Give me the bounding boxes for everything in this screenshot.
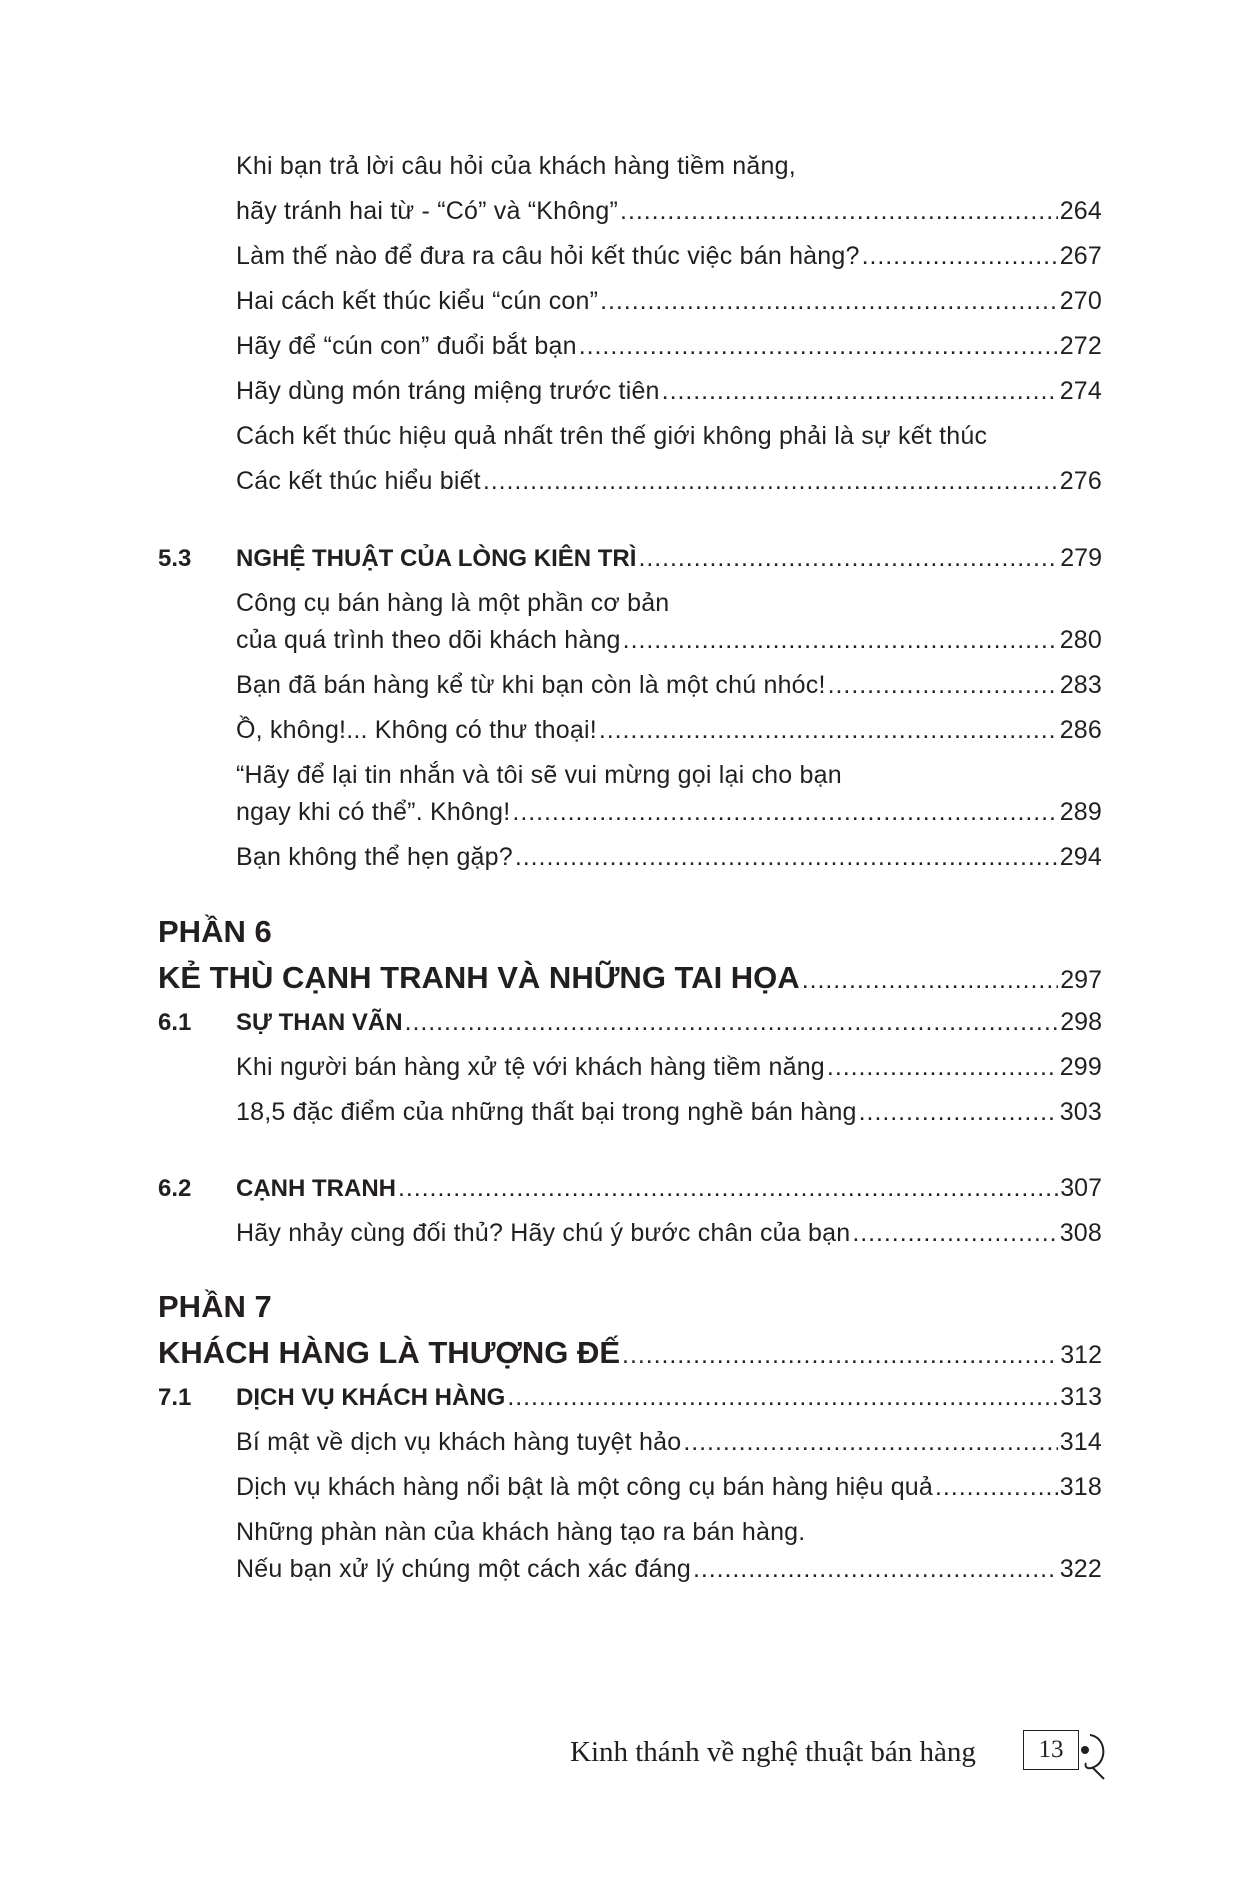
- dot-leader: [623, 626, 1058, 655]
- toc-entry-title: Bạn không thể hẹn gặp?: [236, 843, 513, 871]
- toc-entry[interactable]: [236, 671, 1102, 700]
- toc-entry-line: [236, 152, 1102, 181]
- dot-leader: [599, 716, 1058, 745]
- page-number: 308: [1059, 1219, 1102, 1247]
- toc-section[interactable]: [158, 544, 1102, 573]
- page-number: 299: [1059, 1053, 1102, 1081]
- toc-entry[interactable]: [236, 1053, 1102, 1082]
- toc-entry-title: 18,5 đặc điểm của những thất bại trong nghề bán hàng: [236, 1098, 857, 1126]
- toc-section[interactable]: [158, 1174, 1102, 1203]
- running-footer-title: Kinh thánh về nghệ thuật bán hàng: [570, 1736, 976, 1768]
- page-number: 276: [1059, 467, 1102, 495]
- toc-entry-title: Nếu bạn xử lý chúng một cách xác đáng: [236, 1555, 691, 1583]
- toc-entry[interactable]: [236, 716, 1102, 745]
- toc-entry[interactable]: [236, 1428, 1102, 1457]
- page-number: 294: [1059, 843, 1102, 871]
- part-title: KẺ THÙ CẠNH TRANH VÀ NHỮNG TAI HỌA: [158, 960, 800, 995]
- section-title: CẠNH TRANH: [236, 1175, 396, 1202]
- toc-entry-line: [236, 1518, 1102, 1547]
- toc-entry-title: Làm thế nào để đưa ra câu hỏi kết thúc việc bán hàng?: [236, 242, 860, 270]
- dot-leader: [802, 966, 1059, 995]
- dot-leader: [483, 467, 1058, 496]
- dot-leader: [638, 544, 1058, 573]
- page-number: 318: [1059, 1473, 1102, 1501]
- toc-entry-title: Khi người bán hàng xử tệ với khách hàng tiềm năng: [236, 1053, 825, 1081]
- page-number: 264: [1059, 197, 1102, 225]
- dot-leader: [693, 1555, 1058, 1584]
- toc-entry[interactable]: [236, 1098, 1102, 1127]
- toc-entry[interactable]: [236, 1219, 1102, 1248]
- toc-part[interactable]: [158, 960, 1102, 996]
- page-number: 303: [1059, 1098, 1102, 1126]
- part-label-text: PHẦN 6: [158, 914, 272, 949]
- page-number: 274: [1059, 377, 1102, 405]
- page-number: 314: [1059, 1428, 1102, 1456]
- toc-entry-title: Bí mật về dịch vụ khách hàng tuyệt hảo: [236, 1428, 682, 1456]
- toc-entry-title: Các kết thúc hiểu biết: [236, 467, 481, 495]
- dot-leader: [828, 671, 1058, 700]
- page-number: 283: [1059, 671, 1102, 699]
- dot-leader: [827, 1053, 1058, 1082]
- dot-leader: [683, 1428, 1057, 1457]
- dot-leader: [600, 287, 1058, 316]
- toc-entry-title: Công cụ bán hàng là một phần cơ bản: [236, 589, 670, 617]
- toc-entry-title: của quá trình theo dõi khách hàng: [236, 626, 621, 654]
- section-number: 7.1: [158, 1384, 192, 1411]
- toc-entry-title: Những phàn nàn của khách hàng tạo ra bán hàng.: [236, 1518, 806, 1546]
- page-number: 322: [1059, 1555, 1102, 1583]
- toc-entry-title: hãy tránh hai từ - “Có” và “Không”: [236, 197, 619, 225]
- page-number: 270: [1059, 287, 1102, 315]
- dot-leader: [512, 798, 1057, 827]
- toc-entry-title: Hãy để “cún con” đuổi bắt bạn: [236, 332, 577, 360]
- dot-leader: [579, 332, 1058, 361]
- dot-leader: [852, 1219, 1057, 1248]
- toc-entry-title: Khi bạn trả lời câu hỏi của khách hàng tiềm năng,: [236, 152, 796, 180]
- part-label-text: PHẦN 7: [158, 1289, 272, 1324]
- toc-entry[interactable]: [236, 467, 1102, 496]
- dot-leader: [859, 1098, 1058, 1127]
- toc-entry-title: “Hãy để lại tin nhắn và tôi sẽ vui mừng gọi lại cho bạn: [236, 761, 842, 789]
- page-number: 297: [1060, 966, 1102, 994]
- dot-leader: [515, 843, 1058, 872]
- toc-entry-title: Dịch vụ khách hàng nổi bật là một công cụ bán hàng hiệu quả: [236, 1473, 934, 1501]
- toc-entry[interactable]: [236, 197, 1102, 226]
- section-title: DỊCH VỤ KHÁCH HÀNG: [236, 1384, 506, 1411]
- page-number: 312: [1060, 1341, 1102, 1369]
- toc-entry-title: Cách kết thúc hiệu quả nhất trên thế giới không phải là sự kết thúc: [236, 422, 988, 450]
- toc-entry-title: Bạn đã bán hàng kể từ khi bạn còn là một chú nhóc!: [236, 671, 826, 699]
- part-label: [158, 1289, 1102, 1325]
- dot-leader: [405, 1008, 1059, 1037]
- page-number: 307: [1060, 1174, 1102, 1202]
- toc-entry[interactable]: [236, 798, 1102, 827]
- dot-leader: [507, 1383, 1058, 1412]
- dot-leader: [398, 1174, 1058, 1203]
- dot-leader: [620, 197, 1058, 226]
- section-number: 5.3: [158, 545, 192, 572]
- dot-leader: [662, 377, 1058, 406]
- page-number-box: [1023, 1730, 1079, 1770]
- toc-entry[interactable]: [236, 377, 1102, 406]
- page-number: 313: [1060, 1383, 1102, 1411]
- toc-entry[interactable]: [236, 287, 1102, 316]
- page-number: 280: [1059, 626, 1102, 654]
- footer-page-number: 13: [1038, 1736, 1064, 1763]
- toc-entry[interactable]: [236, 242, 1102, 271]
- toc-part[interactable]: [158, 1335, 1102, 1371]
- section-title: SỰ THAN VÃN: [236, 1009, 403, 1036]
- toc-entry-title: Hãy dùng món tráng miệng trước tiên: [236, 377, 660, 405]
- part-title: KHÁCH HÀNG LÀ THƯỢNG ĐẾ: [158, 1335, 621, 1370]
- dot-leader: [935, 1473, 1058, 1502]
- toc-section[interactable]: [158, 1383, 1102, 1412]
- toc-entry[interactable]: [236, 1555, 1102, 1584]
- toc-entry-line: [236, 422, 1102, 451]
- dot-leader: [622, 1341, 1058, 1370]
- section-title: NGHỆ THUẬT CỦA LÒNG KIÊN TRÌ: [236, 545, 637, 572]
- page-number: 279: [1060, 544, 1102, 572]
- page-number: 286: [1059, 716, 1102, 744]
- page-number: 298: [1060, 1008, 1102, 1036]
- decorative-ribbon-icon: [1074, 1727, 1110, 1783]
- toc-entry[interactable]: [236, 1473, 1102, 1502]
- toc-entry-line: [236, 589, 1102, 618]
- toc-entry[interactable]: [236, 843, 1102, 872]
- toc-entry-line: [236, 761, 1102, 790]
- toc-entry-title: Ồ, không!... Không có thư thoại!: [236, 716, 597, 744]
- page-number: 272: [1059, 332, 1102, 360]
- toc-entry-title: Hai cách kết thúc kiểu “cún con”: [236, 287, 599, 315]
- page-number: 267: [1059, 242, 1102, 270]
- part-label: [158, 914, 1102, 950]
- toc-entry-title: ngay khi có thể”. Không!: [236, 798, 511, 826]
- toc-entry[interactable]: [236, 332, 1102, 361]
- page-number: 289: [1059, 798, 1102, 826]
- toc-entry[interactable]: [236, 626, 1102, 655]
- toc-section[interactable]: [158, 1008, 1102, 1037]
- section-number: 6.1: [158, 1009, 192, 1036]
- dot-leader: [862, 242, 1058, 271]
- toc-entry-title: Hãy nhảy cùng đối thủ? Hãy chú ý bước chân của bạn: [236, 1219, 851, 1247]
- section-number: 6.2: [158, 1175, 192, 1202]
